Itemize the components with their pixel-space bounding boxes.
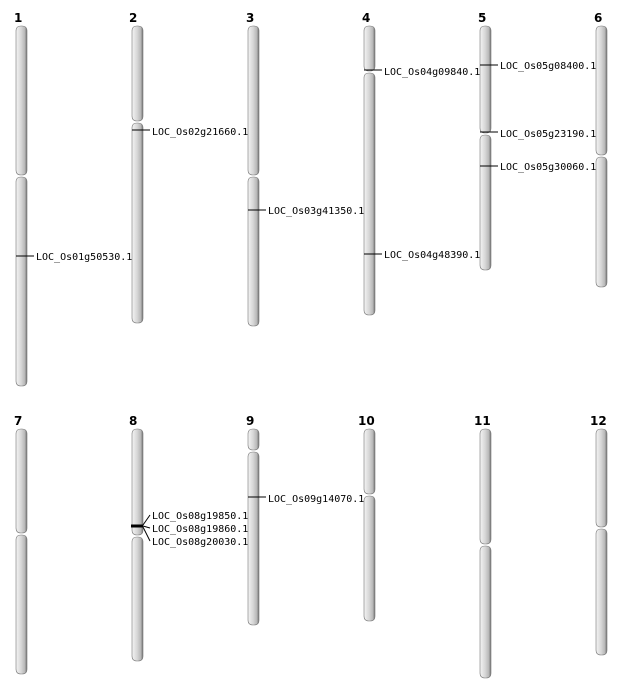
chromosome-arm-p — [596, 429, 607, 527]
gene-label: LOC_Os09g14070.1 — [268, 494, 365, 505]
chromosome-label: 1 — [14, 11, 23, 25]
chromosome-4 — [362, 11, 480, 315]
chromosome-arm-p — [248, 26, 259, 175]
chromosome-arm-q — [596, 157, 607, 287]
chromosome-label: 7 — [14, 414, 23, 428]
chromosome-arm-q — [480, 546, 491, 678]
gene-label: LOC_Os05g23190.1 — [500, 129, 597, 140]
gene-label: LOC_Os08g19850.1 — [152, 511, 249, 522]
chromosome-label: 5 — [478, 11, 487, 25]
chromosome-label: 3 — [246, 11, 255, 25]
chromosome-arm-p — [480, 26, 491, 133]
chromosome-12 — [590, 414, 607, 655]
chromosome-7 — [14, 414, 27, 674]
chromosome-arm-q — [132, 123, 143, 323]
chromosome-arm-q — [364, 496, 375, 621]
chromosome-8 — [129, 414, 248, 661]
chromosome-arm-p — [364, 26, 375, 71]
chromosome-5 — [478, 11, 596, 270]
chromosome-arm-q — [596, 529, 607, 655]
gene-label: LOC_Os08g19860.1 — [152, 524, 249, 535]
chromosome-arm-p — [480, 429, 491, 544]
chromosome-arm-p — [132, 26, 143, 121]
gene-connector — [143, 527, 150, 541]
gene-label: LOC_Os04g48390.1 — [384, 250, 481, 261]
chromosome-arm-p — [132, 429, 143, 535]
chromosome-10 — [358, 414, 375, 621]
gene-label: LOC_Os03g41350.1 — [268, 206, 365, 217]
chromosome-arm-q — [480, 135, 491, 270]
gene-label: LOC_Os01g50530.1 — [36, 252, 133, 263]
chromosome-6 — [594, 11, 607, 287]
gene-label: LOC_Os08g20030.1 — [152, 537, 249, 548]
chromosome-3 — [246, 11, 364, 326]
chromosome-label: 8 — [129, 414, 138, 428]
chromosome-arm-q — [132, 537, 143, 661]
chromosome-arm-p — [16, 26, 27, 175]
chromosome-11 — [474, 414, 491, 678]
chromosome-1 — [14, 11, 132, 386]
chromosome-arm-q — [16, 177, 27, 386]
chromosome-arm-q — [364, 73, 375, 315]
chromosome-arm-q — [16, 535, 27, 674]
chromosome-arm-p — [596, 26, 607, 155]
chromosome-2 — [129, 11, 248, 323]
chromosome-label: 9 — [246, 414, 255, 428]
gene-label: LOC_Os04g09840.1 — [384, 67, 481, 78]
chromosome-9 — [246, 414, 364, 625]
gene-connector — [143, 526, 150, 528]
chromosome-label: 2 — [129, 11, 138, 25]
gene-label: LOC_Os02g21660.1 — [152, 127, 249, 138]
chromosome-arm-q — [248, 452, 259, 625]
chromosome-arm-q — [248, 177, 259, 326]
gene-connector — [143, 515, 150, 525]
gene-label: LOC_Os05g30060.1 — [500, 162, 597, 173]
chromosome-arm-p — [16, 429, 27, 533]
chromosome-arm-p — [364, 429, 375, 494]
chromosome-label: 4 — [362, 11, 371, 25]
chromosome-label: 11 — [474, 414, 491, 428]
chromosome-label: 10 — [358, 414, 375, 428]
gene-label: LOC_Os05g08400.1 — [500, 61, 597, 72]
chromosome-label: 12 — [590, 414, 607, 428]
chromosome-arm-p — [248, 429, 259, 450]
chromosome-label: 6 — [594, 11, 603, 25]
